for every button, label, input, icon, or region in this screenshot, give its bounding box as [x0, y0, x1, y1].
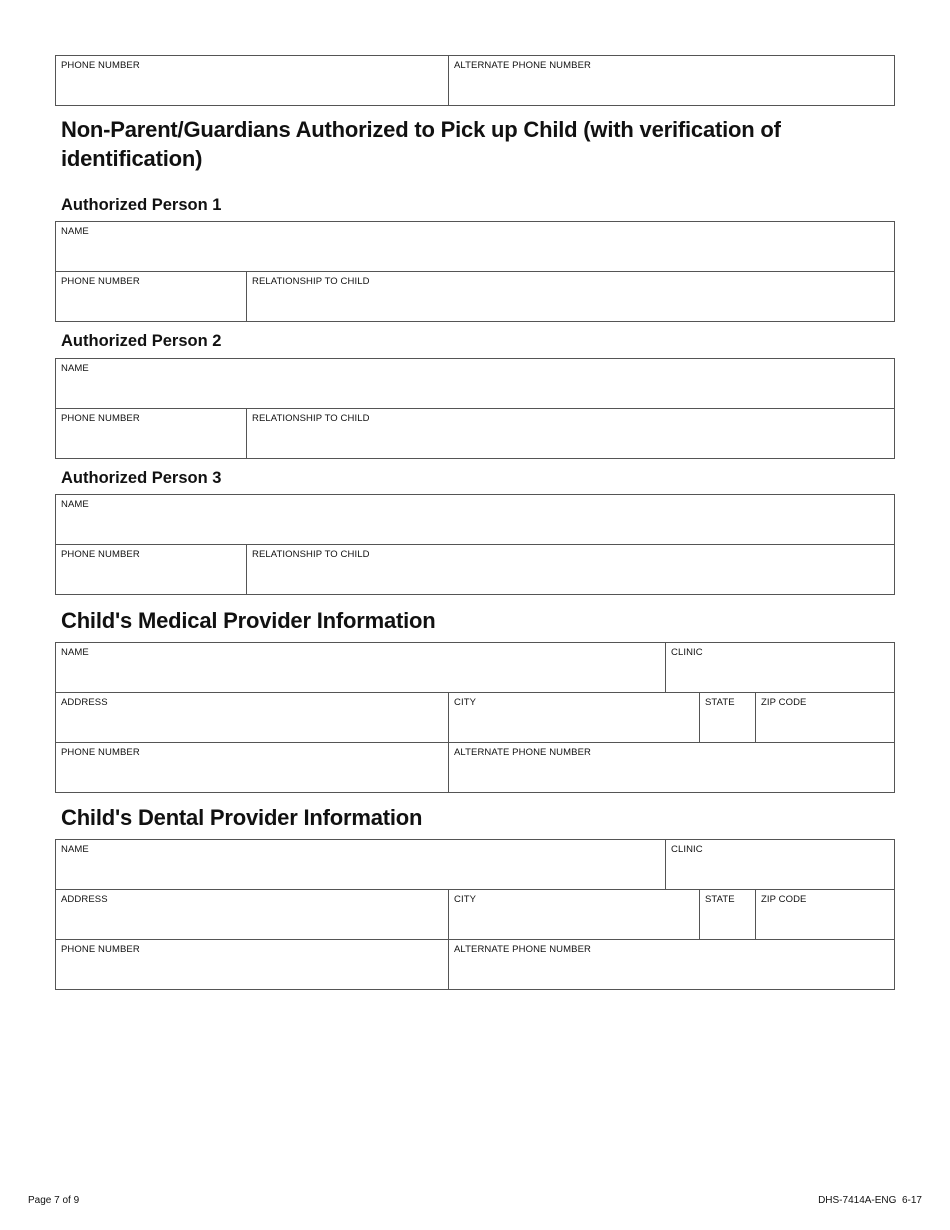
top-contact-table	[55, 55, 895, 106]
table-row	[56, 408, 894, 458]
field-label: CLINIC	[671, 647, 703, 658]
name-cell	[56, 643, 665, 692]
phone-cell	[56, 409, 246, 458]
alt-phone-cell	[448, 743, 894, 792]
phone-number-input[interactable]	[60, 769, 444, 789]
table-row	[56, 692, 894, 742]
table-row	[56, 939, 894, 989]
table-row	[56, 544, 894, 594]
relationship-cell	[246, 272, 894, 321]
table-row	[56, 495, 894, 544]
dental-provider-table	[55, 839, 895, 990]
page-number: Page 7 of 9	[28, 1195, 80, 1206]
clinic-cell	[665, 840, 894, 889]
authorized-person-3-table	[55, 494, 895, 595]
state-input[interactable]	[704, 719, 751, 739]
address-input[interactable]	[60, 916, 444, 936]
alternate-phone-number-input[interactable]	[453, 769, 890, 789]
city-input[interactable]	[453, 916, 695, 936]
medical-provider-heading: Child's Medical Provider Information	[61, 608, 436, 633]
table-row	[56, 840, 894, 889]
phone-cell	[56, 56, 448, 105]
form-id: DHS-7414A-ENG 6-17	[818, 1195, 922, 1206]
state-input[interactable]	[704, 916, 751, 936]
state-cell	[699, 693, 755, 742]
table-row	[56, 742, 894, 792]
alt-phone-cell	[448, 940, 894, 989]
clinic-input[interactable]	[670, 669, 890, 689]
field-label: ADDRESS	[61, 894, 108, 905]
field-label: ZIP CODE	[761, 894, 807, 905]
address-cell	[56, 890, 448, 939]
table-row	[56, 222, 894, 271]
name-cell	[56, 359, 894, 408]
field-label: PHONE NUMBER	[61, 60, 140, 71]
field-label: RELATIONSHIP TO CHILD	[252, 413, 370, 424]
clinic-input[interactable]	[670, 866, 890, 886]
city-cell	[448, 890, 699, 939]
field-label: PHONE NUMBER	[61, 276, 140, 287]
field-label: ALTERNATE PHONE NUMBER	[454, 747, 591, 758]
field-label: RELATIONSHIP TO CHILD	[252, 549, 370, 560]
phone-number-input[interactable]	[60, 298, 242, 318]
medical-provider-table	[55, 642, 895, 793]
phone-cell	[56, 272, 246, 321]
alt-phone-cell	[448, 56, 894, 105]
authorized-person-2-table	[55, 358, 895, 459]
relationship-input[interactable]	[251, 571, 890, 591]
name-cell	[56, 222, 894, 271]
authorized-person-1-table	[55, 221, 895, 322]
city-cell	[448, 693, 699, 742]
zip-cell	[755, 693, 894, 742]
field-label: PHONE NUMBER	[61, 549, 140, 560]
relationship-cell	[246, 545, 894, 594]
address-cell	[56, 693, 448, 742]
alternate-phone-number-input[interactable]	[453, 82, 890, 102]
field-label: CITY	[454, 894, 477, 905]
table-row	[56, 359, 894, 408]
address-input[interactable]	[60, 719, 444, 739]
field-label: PHONE NUMBER	[61, 747, 140, 758]
authorized-person-2-title: Authorized Person 2	[61, 332, 222, 350]
authorized-person-1-title: Authorized Person 1	[61, 196, 222, 214]
zip-code-input[interactable]	[760, 719, 890, 739]
phone-number-input[interactable]	[60, 435, 242, 455]
clinic-cell	[665, 643, 894, 692]
relationship-input[interactable]	[251, 435, 890, 455]
provider-name-input[interactable]	[60, 866, 661, 886]
field-label: ADDRESS	[61, 697, 108, 708]
name-cell	[56, 840, 665, 889]
city-input[interactable]	[453, 719, 695, 739]
table-row	[56, 889, 894, 939]
provider-name-input[interactable]	[60, 669, 661, 689]
field-label: ALTERNATE PHONE NUMBER	[454, 944, 591, 955]
name-input[interactable]	[60, 385, 890, 405]
field-label: CITY	[454, 697, 477, 708]
field-label: STATE	[705, 697, 735, 708]
zip-cell	[755, 890, 894, 939]
field-label: NAME	[61, 647, 89, 658]
table-row	[56, 271, 894, 321]
relationship-cell	[246, 409, 894, 458]
table-row	[56, 56, 894, 105]
authorized-person-3-title: Authorized Person 3	[61, 469, 222, 487]
state-cell	[699, 890, 755, 939]
phone-cell	[56, 743, 448, 792]
field-label: NAME	[61, 363, 89, 374]
phone-number-input[interactable]	[60, 966, 444, 986]
field-label: STATE	[705, 894, 735, 905]
name-cell	[56, 495, 894, 544]
name-input[interactable]	[60, 248, 890, 268]
name-input[interactable]	[60, 521, 890, 541]
field-label: PHONE NUMBER	[61, 413, 140, 424]
phone-cell	[56, 545, 246, 594]
zip-code-input[interactable]	[760, 916, 890, 936]
phone-cell	[56, 940, 448, 989]
dental-provider-heading: Child's Dental Provider Information	[61, 805, 423, 830]
field-label: RELATIONSHIP TO CHILD	[252, 276, 370, 287]
phone-number-input[interactable]	[60, 82, 444, 102]
field-label: CLINIC	[671, 844, 703, 855]
field-label: ZIP CODE	[761, 697, 807, 708]
phone-number-input[interactable]	[60, 571, 242, 591]
table-row	[56, 643, 894, 692]
field-label: NAME	[61, 226, 89, 237]
alternate-phone-number-input[interactable]	[453, 966, 890, 986]
field-label: NAME	[61, 844, 89, 855]
field-label: NAME	[61, 499, 89, 510]
relationship-input[interactable]	[251, 298, 890, 318]
pickup-heading: Non-Parent/Guardians Authorized to Pick up Child (with verification of identification)	[61, 117, 781, 171]
field-label: PHONE NUMBER	[61, 944, 140, 955]
field-label: ALTERNATE PHONE NUMBER	[454, 60, 591, 71]
